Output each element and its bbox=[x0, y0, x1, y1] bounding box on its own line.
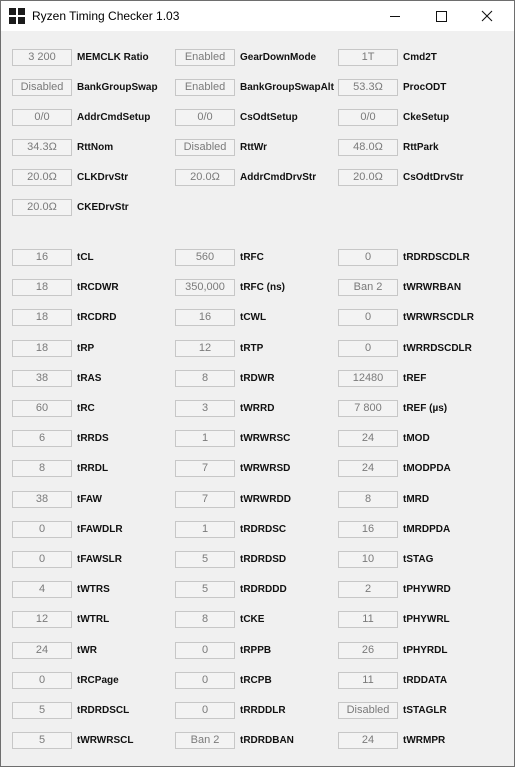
timing-twrwrsd-value[interactable]: 7 bbox=[175, 460, 235, 477]
timing-tmrd-value[interactable]: 8 bbox=[338, 491, 398, 508]
setting-rttnom-value[interactable]: 34.3Ω bbox=[12, 139, 72, 156]
setting-memclk-ratio-label: MEMCLK Ratio bbox=[77, 52, 149, 63]
timing-trtp-value[interactable]: 12 bbox=[175, 340, 235, 357]
timing-tref-value[interactable]: 12480 bbox=[338, 370, 398, 387]
setting-rttwr-value[interactable]: Disabled bbox=[175, 139, 235, 156]
timing-trdrdsd-label: tRDRDSD bbox=[240, 554, 287, 565]
setting-geardownmode-value[interactable]: Enabled bbox=[175, 49, 235, 66]
setting-cmd2t-label: Cmd2T bbox=[403, 52, 437, 63]
timing-tfawslr-label: tFAWSLR bbox=[77, 554, 122, 565]
timing-trdrdsd-value[interactable]: 5 bbox=[175, 551, 235, 568]
timing-trc-value[interactable]: 60 bbox=[12, 400, 72, 417]
timing-trfc-value[interactable]: 560 bbox=[175, 249, 235, 266]
timing-tstag-value[interactable]: 10 bbox=[338, 551, 398, 568]
timing-tref-s-label: tREF (µs) bbox=[403, 403, 448, 414]
setting-rttwr-label: RttWr bbox=[240, 142, 268, 153]
timing-tref-s-value[interactable]: 7 800 bbox=[338, 400, 398, 417]
setting-addrcmddrvstr-label: AddrCmdDrvStr bbox=[240, 172, 317, 183]
setting-csodtdrvstr-value[interactable]: 20.0Ω bbox=[338, 169, 398, 186]
timing-trcdwr-value[interactable]: 18 bbox=[12, 279, 72, 296]
timing-trdrdscdlr-label: tRDRDSCDLR bbox=[403, 252, 470, 263]
setting-bankgroupswap-value[interactable]: Disabled bbox=[12, 79, 72, 96]
minimize-button[interactable] bbox=[372, 1, 418, 31]
timing-trdrdscl-label: tRDRDSCL bbox=[77, 705, 130, 716]
setting-geardownmode-label: GearDownMode bbox=[240, 52, 317, 63]
timing-trdrdsc-label: tRDRDSC bbox=[240, 523, 287, 535]
timing-tfaw-label: tFAW bbox=[77, 493, 102, 505]
timing-trrds-value[interactable]: 6 bbox=[12, 430, 72, 447]
setting-csodtsetup-value[interactable]: 0/0 bbox=[175, 109, 235, 126]
timing-tcke-value[interactable]: 8 bbox=[175, 611, 235, 628]
setting-clkdrvstr-label: CLKDrvStr bbox=[77, 172, 129, 183]
setting-rttnom-label: RttNom bbox=[77, 142, 114, 153]
timing-trc-label: tRC bbox=[77, 403, 95, 414]
timing-tcwl-label: tCWL bbox=[240, 312, 267, 324]
timing-twrrdscdlr-value[interactable]: 0 bbox=[338, 340, 398, 357]
timing-tphywrd-value[interactable]: 2 bbox=[338, 581, 398, 598]
timing-trdrdscdlr-value[interactable]: 0 bbox=[338, 249, 398, 266]
timing-twrwrscdlr-value[interactable]: 0 bbox=[338, 309, 398, 326]
setting-rttpark-label: RttPark bbox=[403, 142, 439, 153]
timing-trdrdban-value[interactable]: Ban 2 bbox=[175, 732, 235, 749]
timing-trdrdban-label: tRDRDBAN bbox=[240, 735, 294, 747]
timing-trddata-value[interactable]: 11 bbox=[338, 672, 398, 689]
timing-tcwl-value[interactable]: 16 bbox=[175, 309, 235, 326]
timing-twrrd-label: tWRRD bbox=[240, 403, 275, 414]
timing-trdrdsc-value[interactable]: 1 bbox=[175, 521, 235, 538]
minimize-icon bbox=[372, 1, 418, 31]
timing-twr-value[interactable]: 24 bbox=[12, 642, 72, 659]
timing-tmrdpda-value[interactable]: 16 bbox=[338, 521, 398, 538]
timing-panel bbox=[1, 31, 514, 766]
timing-trcdrd-label: tRCDRD bbox=[77, 312, 117, 324]
window-title: Ryzen Timing Checker 1.03 bbox=[32, 9, 180, 23]
timing-trdwr-value[interactable]: 8 bbox=[175, 370, 235, 387]
timing-tfawslr-value[interactable]: 0 bbox=[12, 551, 72, 568]
timing-trrddlr-label: tRRDDLR bbox=[240, 705, 286, 716]
setting-ckedrvstr-value[interactable]: 20.0Ω bbox=[12, 199, 72, 216]
timing-tmrdpda-label: tMRDPDA bbox=[403, 523, 451, 535]
timing-tmod-label: tMOD bbox=[403, 433, 430, 445]
timing-tfawdlr-value[interactable]: 0 bbox=[12, 521, 72, 538]
timing-tcl-value[interactable]: 16 bbox=[12, 249, 72, 266]
title-bar[interactable] bbox=[1, 1, 514, 31]
timing-trddata-label: tRDDATA bbox=[403, 674, 448, 686]
timing-tstaglr-value[interactable]: Disabled bbox=[338, 702, 398, 719]
setting-addrcmdsetup-label: AddrCmdSetup bbox=[77, 112, 151, 123]
timing-twrwrban-value[interactable]: Ban 2 bbox=[338, 279, 398, 296]
close-icon bbox=[464, 1, 510, 31]
timing-trfc-ns-value[interactable]: 350,000 bbox=[175, 279, 235, 296]
timing-trrdl-label: tRRDL bbox=[77, 463, 109, 475]
timing-tras-value[interactable]: 38 bbox=[12, 370, 72, 387]
timing-twrwrsd-label: tWRWRSD bbox=[240, 463, 291, 475]
setting-rttpark-value[interactable]: 48.0Ω bbox=[338, 139, 398, 156]
timing-trppb-label: tRPPB bbox=[240, 644, 272, 656]
timing-trppb-value[interactable]: 0 bbox=[175, 642, 235, 659]
timing-twtrs-value[interactable]: 4 bbox=[12, 581, 72, 598]
app-icon bbox=[9, 8, 25, 24]
timing-tstag-label: tSTAG bbox=[403, 554, 434, 565]
timing-trdrddd-label: tRDRDDD bbox=[240, 584, 287, 596]
timing-twrmpr-value[interactable]: 24 bbox=[338, 732, 398, 749]
timing-twr-label: tWR bbox=[77, 644, 97, 656]
timing-trrds-label: tRRDS bbox=[77, 433, 109, 445]
timing-tphyrdl-label: tPHYRDL bbox=[403, 644, 448, 656]
timing-tras-label: tRAS bbox=[77, 372, 102, 384]
timing-trcpage-label: tRCPage bbox=[77, 674, 119, 686]
setting-bankgroupswapalt-label: BankGroupSwapAlt bbox=[240, 82, 334, 93]
timing-trcpage-value[interactable]: 0 bbox=[12, 672, 72, 689]
timing-trcdwr-label: tRCDWR bbox=[77, 282, 119, 294]
setting-csodtdrvstr-label: CsOdtDrvStr bbox=[403, 172, 464, 183]
timing-trrdl-value[interactable]: 8 bbox=[12, 460, 72, 477]
setting-ckedrvstr-label: CKEDrvStr bbox=[77, 202, 129, 213]
close-button[interactable] bbox=[464, 1, 510, 31]
timing-twrwrdd-label: tWRWRDD bbox=[240, 493, 291, 505]
setting-cmd2t-value[interactable]: 1T bbox=[338, 49, 398, 66]
timing-twtrl-value[interactable]: 12 bbox=[12, 611, 72, 628]
timing-twrwrscl-label: tWRWRSCL bbox=[77, 735, 134, 747]
maximize-icon bbox=[418, 1, 464, 31]
timing-twrrd-value[interactable]: 3 bbox=[175, 400, 235, 417]
setting-addrcmdsetup-value[interactable]: 0/0 bbox=[12, 109, 72, 126]
setting-procodt-value[interactable]: 53.3Ω bbox=[338, 79, 398, 96]
timing-twrwrsc-value[interactable]: 1 bbox=[175, 430, 235, 447]
timing-trdwr-label: tRDWR bbox=[240, 372, 275, 384]
timing-tstaglr-label: tSTAGLR bbox=[403, 705, 447, 716]
timing-trp-value[interactable]: 18 bbox=[12, 340, 72, 357]
timing-trfc-ns-label: tRFC (ns) bbox=[240, 282, 285, 294]
setting-bankgroupswapalt-value[interactable]: Enabled bbox=[175, 79, 235, 96]
timing-twtrl-label: tWTRL bbox=[77, 614, 110, 626]
timing-tmodpda-label: tMODPDA bbox=[403, 463, 451, 475]
timing-tfawdlr-label: tFAWDLR bbox=[77, 523, 123, 535]
timing-trcpb-value[interactable]: 0 bbox=[175, 672, 235, 689]
timing-twrmpr-label: tWRMPR bbox=[403, 735, 446, 747]
timing-twrwrsc-label: tWRWRSC bbox=[240, 433, 291, 445]
timing-tphywrl-label: tPHYWRL bbox=[403, 614, 450, 626]
timing-trcdrd-value[interactable]: 18 bbox=[12, 309, 72, 326]
timing-twrwrdd-value[interactable]: 7 bbox=[175, 491, 235, 508]
setting-csodtsetup-label: CsOdtSetup bbox=[240, 112, 298, 123]
timing-twrwrscl-value[interactable]: 5 bbox=[12, 732, 72, 749]
timing-trdrddd-value[interactable]: 5 bbox=[175, 581, 235, 598]
timing-trcpb-label: tRCPB bbox=[240, 674, 272, 686]
timing-tmodpda-value[interactable]: 24 bbox=[338, 460, 398, 477]
timing-trrddlr-value[interactable]: 0 bbox=[175, 702, 235, 719]
timing-trdrdscl-value[interactable]: 5 bbox=[12, 702, 72, 719]
maximize-button[interactable] bbox=[418, 1, 464, 31]
setting-bankgroupswap-label: BankGroupSwap bbox=[77, 82, 158, 93]
timing-trfc-label: tRFC bbox=[240, 252, 264, 263]
setting-memclk-ratio-value[interactable]: 3 200 bbox=[12, 49, 72, 66]
timing-tphyrdl-value[interactable]: 26 bbox=[338, 642, 398, 659]
timing-tmrd-label: tMRD bbox=[403, 493, 430, 505]
timing-tfaw-value[interactable]: 38 bbox=[12, 491, 72, 508]
timing-twtrs-label: tWTRS bbox=[77, 584, 110, 596]
timing-tcl-label: tCL bbox=[77, 252, 94, 263]
timing-tphywrl-value[interactable]: 11 bbox=[338, 611, 398, 628]
timing-twrwrban-label: tWRWRBAN bbox=[403, 282, 462, 294]
setting-ckesetup-label: CkeSetup bbox=[403, 112, 450, 123]
timing-tref-label: tREF bbox=[403, 372, 427, 384]
setting-clkdrvstr-value[interactable]: 20.0Ω bbox=[12, 169, 72, 186]
timing-trp-label: tRP bbox=[77, 342, 95, 354]
timing-tmod-value[interactable]: 24 bbox=[338, 430, 398, 447]
timing-twrwrscdlr-label: tWRWRSCDLR bbox=[403, 312, 474, 324]
timing-twrrdscdlr-label: tWRRDSCDLR bbox=[403, 342, 472, 354]
timing-tphywrd-label: tPHYWRD bbox=[403, 584, 451, 596]
setting-ckesetup-value[interactable]: 0/0 bbox=[338, 109, 398, 126]
timing-trtp-label: tRTP bbox=[240, 342, 264, 354]
setting-procodt-label: ProcODT bbox=[403, 82, 447, 93]
setting-addrcmddrvstr-value[interactable]: 20.0Ω bbox=[175, 169, 235, 186]
timing-tcke-label: tCKE bbox=[240, 614, 265, 626]
